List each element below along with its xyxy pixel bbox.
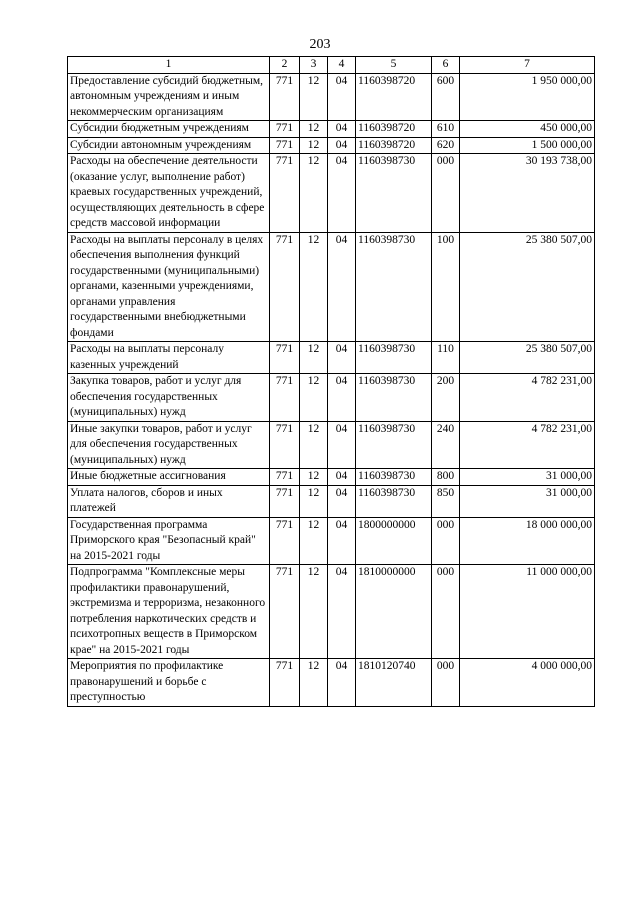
table-row [68,517,595,565]
row-section-cell: 12 [300,469,328,486]
row-expense-type-cell: 100 [432,232,460,342]
row-target-article-cell: 1160398730 [356,485,432,517]
row-amount-cell: 4 000 000,00 [460,659,595,707]
row-target-article-cell: 1810120740 [356,659,432,707]
table-row [68,421,595,469]
page-number: 203 [309,37,331,52]
column-header: 4 [328,57,356,74]
row-name-cell: Предоставление субсидий бюджетным, автономным учреждениям и иным некоммерческим организациям [68,73,270,121]
row-code-admin-cell: 771 [270,73,300,121]
row-code-admin-cell: 771 [270,485,300,517]
row-expense-type-cell: 110 [432,342,460,374]
row-code-admin-cell: 771 [270,121,300,138]
table-row [68,485,595,517]
row-name-cell: Уплата налогов, сборов и иных платежей [68,485,270,517]
row-name-cell: Мероприятия по профилактике правонарушений и борьбе с преступностью [68,659,270,707]
row-code-admin-cell: 771 [270,659,300,707]
row-target-article-cell: 1160398720 [356,121,432,138]
row-target-article-cell: 1160398730 [356,154,432,233]
row-section-cell: 12 [300,232,328,342]
row-code-admin-cell: 771 [270,342,300,374]
row-code-admin-cell: 771 [270,232,300,342]
row-expense-type-cell: 600 [432,73,460,121]
table-row [68,469,595,486]
column-header: 1 [68,57,270,74]
row-subsection-cell: 04 [328,121,356,138]
row-expense-type-cell: 000 [432,517,460,565]
table-row [68,374,595,422]
column-header: 6 [432,57,460,74]
row-target-article-cell: 1160398730 [356,421,432,469]
row-name-cell: Закупка товаров, работ и услуг для обеспечения государственных (муниципальных) нужд [68,374,270,422]
row-subsection-cell: 04 [328,374,356,422]
row-amount-cell: 25 380 507,00 [460,342,595,374]
row-section-cell: 12 [300,137,328,154]
row-target-article-cell: 1810000000 [356,565,432,659]
row-name-cell: Государственная программа Приморского края "Безопасный край" на 2015-2021 годы [68,517,270,565]
row-amount-cell: 4 782 231,00 [460,374,595,422]
row-amount-cell: 1 950 000,00 [460,73,595,121]
column-header: 2 [270,57,300,74]
table-row [68,342,595,374]
table-row [68,659,595,707]
row-section-cell: 12 [300,565,328,659]
row-subsection-cell: 04 [328,517,356,565]
row-expense-type-cell: 240 [432,421,460,469]
row-name-cell: Иные закупки товаров, работ и услуг для обеспечения государственных (муниципальных) нужд [68,421,270,469]
row-section-cell: 12 [300,517,328,565]
row-name-cell: Подпрограмма "Комплексные меры профилактики правонарушений, экстремизма и терроризма, незаконного потребления наркотических средств и психотропных веществ в Приморском крае" на 2015-2021 годы [68,565,270,659]
row-expense-type-cell: 000 [432,659,460,707]
row-target-article-cell: 1160398730 [356,232,432,342]
table-row [68,154,595,233]
row-expense-type-cell: 000 [432,154,460,233]
row-expense-type-cell: 200 [432,374,460,422]
row-expense-type-cell: 800 [432,469,460,486]
row-expense-type-cell: 610 [432,121,460,138]
row-amount-cell: 11 000 000,00 [460,565,595,659]
row-amount-cell: 30 193 738,00 [460,154,595,233]
row-subsection-cell: 04 [328,565,356,659]
table-row [68,565,595,659]
row-subsection-cell: 04 [328,154,356,233]
row-subsection-cell: 04 [328,659,356,707]
row-code-admin-cell: 771 [270,469,300,486]
row-code-admin-cell: 771 [270,517,300,565]
row-name-cell: Субсидии автономным учреждениям [68,137,270,154]
row-subsection-cell: 04 [328,137,356,154]
row-name-cell: Расходы на выплаты персоналу в целях обеспечения выполнения функций государственными (муниципальными) органами, казенными учреждениями, органами управления государственными внебюджетными фондами [68,232,270,342]
row-subsection-cell: 04 [328,469,356,486]
row-code-admin-cell: 771 [270,137,300,154]
row-subsection-cell: 04 [328,421,356,469]
table-row [68,232,595,342]
column-header: 5 [356,57,432,74]
row-name-cell: Расходы на выплаты персоналу казенных учреждений [68,342,270,374]
row-expense-type-cell: 620 [432,137,460,154]
row-code-admin-cell: 771 [270,565,300,659]
row-name-cell: Иные бюджетные ассигнования [68,469,270,486]
row-amount-cell: 25 380 507,00 [460,232,595,342]
row-code-admin-cell: 771 [270,154,300,233]
row-subsection-cell: 04 [328,485,356,517]
row-target-article-cell: 1160398730 [356,374,432,422]
row-target-article-cell: 1160398730 [356,342,432,374]
row-section-cell: 12 [300,121,328,138]
row-code-admin-cell: 771 [270,421,300,469]
row-code-admin-cell: 771 [270,374,300,422]
row-section-cell: 12 [300,421,328,469]
budget-table [67,56,595,707]
row-section-cell: 12 [300,485,328,517]
row-amount-cell: 450 000,00 [460,121,595,138]
row-expense-type-cell: 850 [432,485,460,517]
row-section-cell: 12 [300,659,328,707]
row-name-cell: Субсидии бюджетным учреждениям [68,121,270,138]
row-amount-cell: 4 782 231,00 [460,421,595,469]
row-target-article-cell: 1160398720 [356,137,432,154]
header-row [68,57,595,74]
row-subsection-cell: 04 [328,232,356,342]
row-target-article-cell: 1800000000 [356,517,432,565]
row-amount-cell: 1 500 000,00 [460,137,595,154]
row-name-cell: Расходы на обеспечение деятельности (оказание услуг, выполнение работ) краевых государственных учреждений, осуществляющих деятельность в сфере средств массовой информации [68,154,270,233]
row-subsection-cell: 04 [328,342,356,374]
row-section-cell: 12 [300,73,328,121]
table-row [68,73,595,121]
row-subsection-cell: 04 [328,73,356,121]
row-amount-cell: 31 000,00 [460,485,595,517]
row-section-cell: 12 [300,374,328,422]
table-row [68,137,595,154]
row-expense-type-cell: 000 [432,565,460,659]
row-target-article-cell: 1160398720 [356,73,432,121]
column-header: 7 [460,57,595,74]
row-amount-cell: 18 000 000,00 [460,517,595,565]
row-section-cell: 12 [300,342,328,374]
column-header: 3 [300,57,328,74]
row-section-cell: 12 [300,154,328,233]
table-row [68,121,595,138]
row-amount-cell: 31 000,00 [460,469,595,486]
row-target-article-cell: 1160398730 [356,469,432,486]
